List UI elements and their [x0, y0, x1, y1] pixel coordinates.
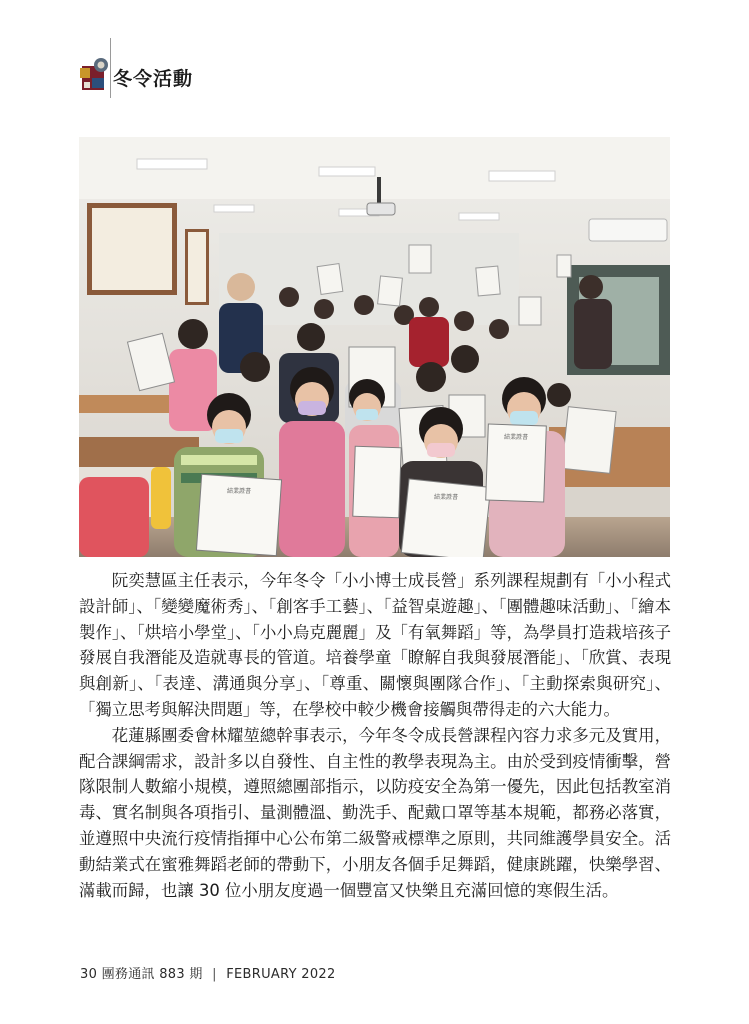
footer-separator: |	[212, 967, 217, 982]
activity-group-photo	[79, 137, 670, 557]
article-body	[79, 568, 671, 903]
certificate-label: 結業證書	[226, 488, 252, 495]
article-paragraph: 花蓮縣團委會林耀堃總幹事表示，今年冬令成長營課程內容力求多元及實用，配合課綱需求，設計多以自發性、自主性的教學表現為主。由於受到疫情衝擊，營隊限制人數縮小規模，遵照總團部指示，以防疫安全為第一優先，因此包括教室消毒、實名制與各項指引、量測體溫、勤洗手、配戴口罩等基本規範，都務必落實，並遵照中央流行疫情指揮中心公布第二級警戒標準之原則，共同維護學員安全。活動結業式在蜜雅舞蹈老師的帶動下，小朋友各個手足舞蹈，健康跳躍，快樂學習、滿載而歸，也讓 30 位小朋友度過一個豐富又快樂且充滿回憶的寒假生活。	[79, 725, 671, 900]
publication-name: 團務通訊 883 期	[101, 967, 203, 982]
certificate-label: 結業證書	[433, 494, 459, 501]
section-title: 冬令活動	[113, 68, 194, 90]
article-paragraph: 阮奕慧區主任表示，今年冬令「小小博士成長營」系列課程規劃有「小小程式設計師」、「變變魔術秀」、「創客手工藝」、「益智桌遊趣」、「團體趣味活動」、「繪本製作」、「烘培小學堂」、「小小烏克麗麗」及「有氧舞蹈」等，為學員打造栽培孩子發展自我潛能及造就專長的管道。培養學童「瞭解自我與發展潛能」、「欣賞、表現與創新」、「表達、溝通與分享」、「尊重、關懷與團隊合作」、「主動探索與研究」、「獨立思考與解決問題」等，在學校中較少機會接觸與帶得走的六大能力。	[79, 571, 671, 719]
page-number: 30	[80, 967, 98, 982]
page-footer	[80, 963, 336, 982]
corps-logo-icon	[80, 56, 110, 92]
header-divider	[110, 38, 111, 98]
certificate-label: 結業證書	[503, 434, 529, 441]
issue-date: FEBRUARY 2022	[226, 967, 336, 982]
